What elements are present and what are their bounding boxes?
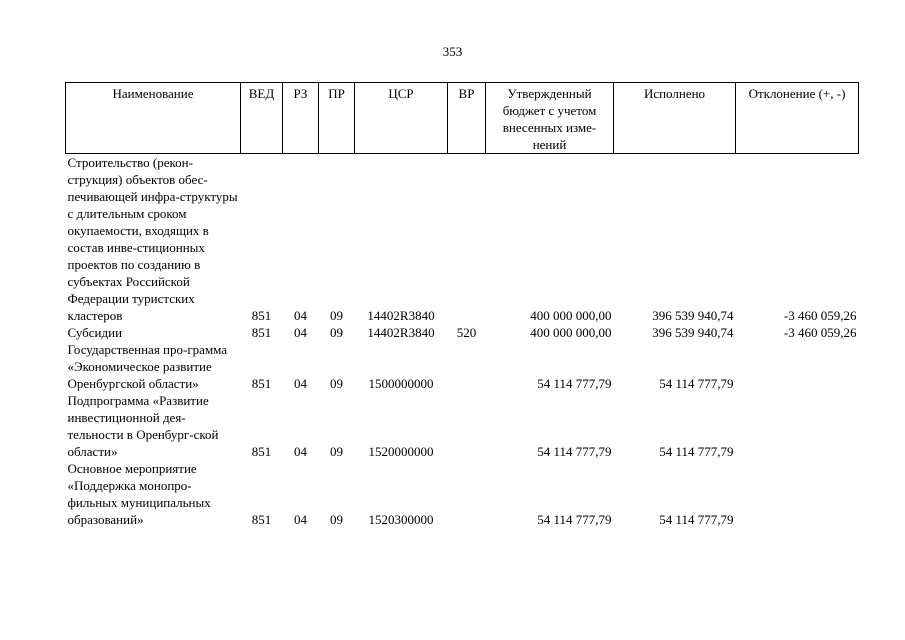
row-vr: 520 (456, 325, 477, 340)
row-ved: 851 (251, 512, 272, 527)
row-pr: 09 (330, 325, 343, 340)
row-deviation: -3 460 059,26 (783, 308, 857, 323)
table-row (66, 324, 859, 341)
row-executed: 396 539 940,74 (652, 325, 734, 340)
row-name: Государственная про-грамма «Экономическое развитие Оренбургской области» (67, 342, 228, 391)
header-budget: Утвержденный бюджет с учетом внесенных изме-нений (486, 83, 614, 154)
row-rz: 04 (294, 512, 307, 527)
row-rz: 04 (294, 376, 307, 391)
page-number: 353 (442, 44, 463, 59)
row-name: Субсидии (67, 325, 123, 340)
row-csr: 1520000000 (368, 444, 434, 459)
row-vr (448, 460, 486, 528)
header-ved: ВЕД (241, 83, 283, 154)
header-csr: ЦСР (355, 83, 448, 154)
row-executed: 54 114 777,79 (659, 444, 734, 459)
header-rz: РЗ (283, 83, 319, 154)
header-row (66, 83, 859, 154)
row-executed: 54 114 777,79 (659, 512, 734, 527)
row-budget: 54 114 777,79 (537, 376, 612, 391)
row-budget: 54 114 777,79 (537, 512, 612, 527)
row-deviation (736, 392, 859, 460)
row-budget: 400 000 000,00 (530, 308, 612, 323)
row-rz: 04 (294, 325, 307, 340)
row-csr: 14402R3840 (367, 308, 435, 323)
row-csr: 1520300000 (368, 512, 434, 527)
row-executed: 396 539 940,74 (652, 308, 734, 323)
table-row (66, 460, 859, 528)
row-deviation (736, 460, 859, 528)
row-ved: 851 (251, 308, 272, 323)
table-row (66, 341, 859, 392)
header-pr: ПР (319, 83, 355, 154)
row-rz: 04 (294, 444, 307, 459)
row-vr (448, 154, 486, 325)
header-executed: Исполнено (614, 83, 736, 154)
row-ved: 851 (251, 325, 272, 340)
row-budget: 54 114 777,79 (537, 444, 612, 459)
row-ved: 851 (251, 444, 272, 459)
row-deviation: -3 460 059,26 (783, 325, 857, 340)
row-name: Строительство (рекон-струкция) объектов обес-печивающей инфра-структуры с длительным сроком окупаемости, входящих в состав инве-стиционных проектов по созданию в субъектах Российской Федерации туристских кластеров (67, 155, 238, 323)
header-deviation: Отклонение (+, -) (736, 83, 859, 154)
row-deviation (736, 341, 859, 392)
row-rz: 04 (294, 308, 307, 323)
table-row (66, 154, 859, 325)
row-csr: 14402R3840 (367, 325, 435, 340)
row-pr: 09 (330, 512, 343, 527)
row-vr (448, 392, 486, 460)
table-row (66, 392, 859, 460)
header-vr: ВР (448, 83, 486, 154)
row-vr (448, 341, 486, 392)
row-ved: 851 (251, 376, 272, 391)
row-budget: 400 000 000,00 (530, 325, 612, 340)
row-pr: 09 (330, 308, 343, 323)
row-pr: 09 (330, 444, 343, 459)
row-name: Подпрограмма «Развитие инвестиционной дея-тельности в Оренбург-ской области» (67, 393, 219, 459)
row-csr: 1500000000 (368, 376, 434, 391)
row-name: Основное мероприятие «Поддержка монопро-фильных муниципальных образований» (67, 461, 211, 527)
row-executed: 54 114 777,79 (659, 376, 734, 391)
budget-execution-table (65, 82, 859, 528)
header-name: Наименование (66, 83, 241, 154)
row-pr: 09 (330, 376, 343, 391)
